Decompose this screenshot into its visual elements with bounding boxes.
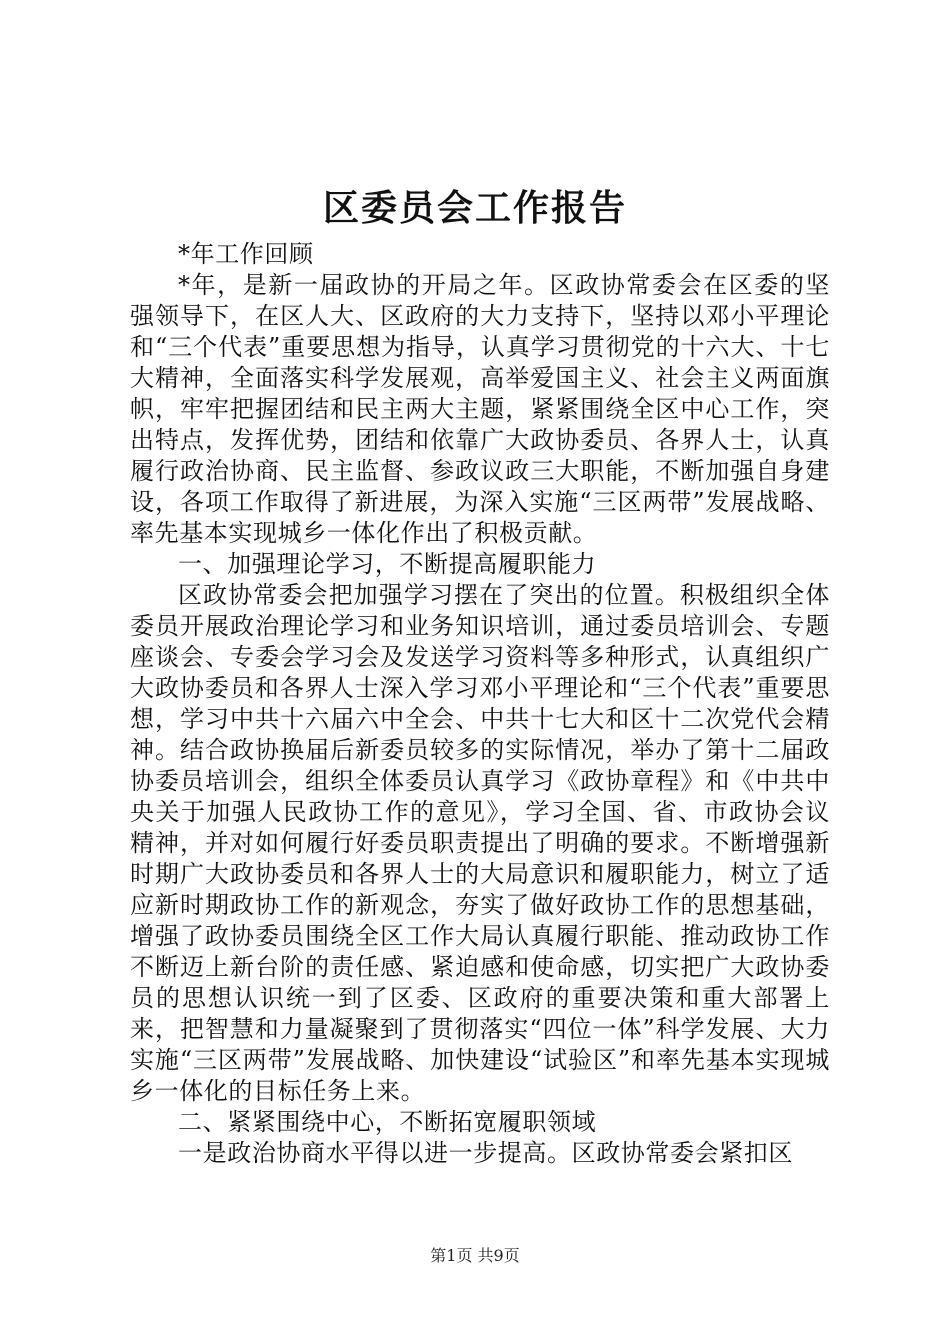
document-title: 区委员会工作报告	[322, 187, 627, 229]
paragraph-review-heading: *年工作回顾	[178, 240, 314, 268]
document-body	[130, 239, 830, 1169]
section-heading-2: 二、紧紧围绕中心，不断拓宽履职领域	[178, 1108, 597, 1136]
paragraph-overview: *年，是新一届政协的开局之年。区政协常委会在区委的坚强领导下，在区人大、区政府的大力支持下，坚持以邓小平理论和“三个代表”重要思想为指导，认真学习贯彻党的十六大、十七大精神，全面落实科学发展观，高举爱国主义、社会主义两面旗帜，牢牢把握团结和民主两大主题，紧紧围绕全区中心工作，突出特点，发挥优势，团结和依靠广大政协委员、各界人士，认真履行政治协商、民主监督、参政议政三大职能，不断加强自身建设，各项工作取得了新进展，为深入实施“三区两带”发展战略、率先基本实现城乡一体化作出了积极贡献。	[130, 271, 830, 547]
section-heading-1: 一、加强理论学习，不断提高履职能力	[178, 550, 597, 578]
page-footer: 第1页 共9页	[430, 1246, 520, 1265]
paragraph-political-consultation: 一是政治协商水平得以进一步提高。区政协常委会紧扣区	[178, 1139, 793, 1167]
paragraph-theory-study: 区政协常委会把加强学习摆在了突出的位置。积极组织全体委员开展政治理论学习和业务知识培训，通过委员培训会、专题座谈会、专委会学习会及发送学习资料等多种形式，认真组织广大政协委员和各界人士深入学习邓小平理论和“三个代表”重要思想，学习中共十六届六中全会、中共十七大和区十二次党代会精神。结合政协换届后新委员较多的实际情况，举办了第十二届政协委员培训会，组织全体委员认真学习《政协章程》和《中共中央关于加强人民政协工作的意见》，学习全国、省、市政协会议精神，并对如何履行好委员职责提出了明确的要求。不断增强新时期广大政协委员和各界人士的大局意识和履职能力，树立了适应新时期政协工作的新观念，夯实了做好政协工作的思想基础，增强了政协委员围绕全区工作大局认真履行职能、推动政协工作不断迈上新台阶的责任感、紧迫感和使命感，切实把广大政协委员的思想认识统一到了区委、区政府的重要决策和重大部署上来，把智慧和力量凝聚到了贯彻落实“四位一体”科学发展、大力实施“三区两带”发展战略、加快建设“试验区”和率先基本实现城乡一体化的目标任务上来。	[130, 581, 830, 1105]
